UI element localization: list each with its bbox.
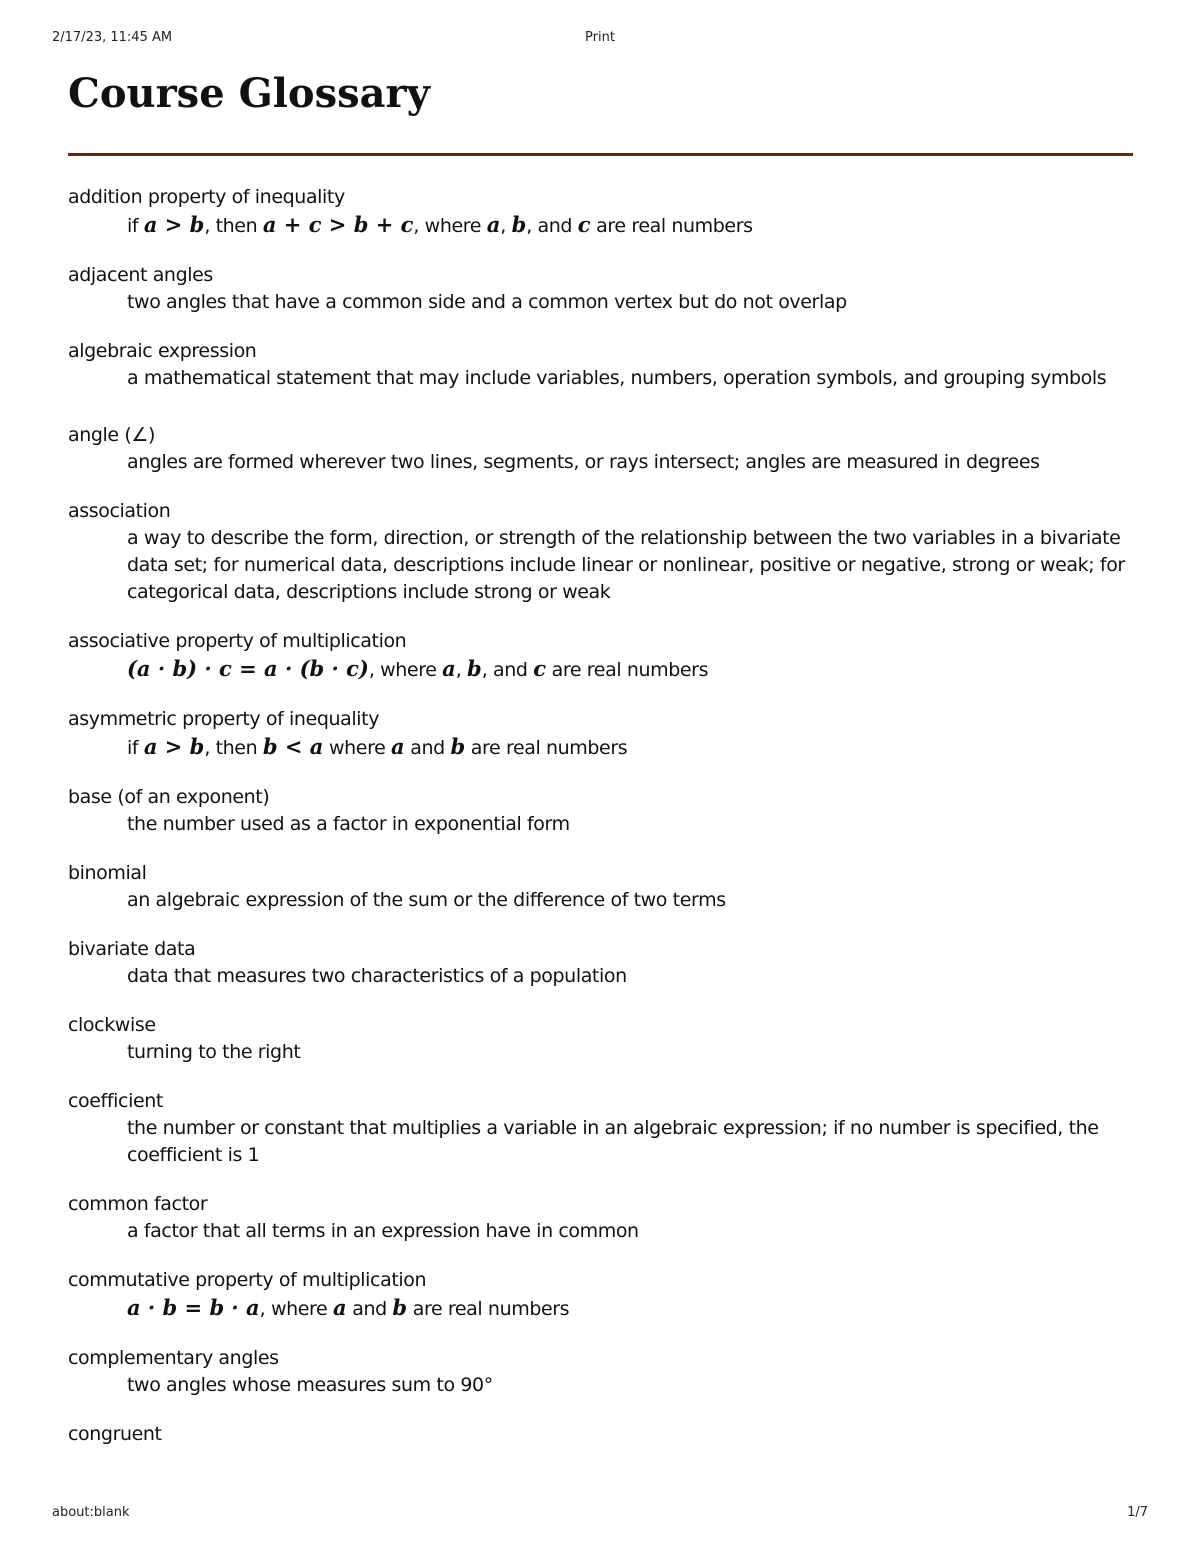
- glossary-entry: [68, 1191, 1138, 1245]
- math-variable: a: [332, 1295, 347, 1320]
- glossary-definition: the number used as a factor in exponential form: [127, 813, 570, 835]
- definition-text: if: [127, 215, 144, 237]
- glossary-entry: [68, 498, 1138, 606]
- math-variable: b: [392, 1295, 408, 1320]
- glossary-entry: [68, 860, 1138, 914]
- definition-text: , then: [204, 215, 263, 237]
- page-number: 1/7: [1127, 1505, 1148, 1520]
- glossary-entry: [68, 628, 1138, 684]
- glossary-term: associative property of multiplication: [68, 630, 407, 652]
- math-variable: c: [533, 656, 546, 681]
- glossary-definition: two angles that have a common side and a common vertex but do not overlap: [127, 291, 847, 313]
- glossary-term: association: [68, 500, 171, 522]
- definition-text: and: [346, 1298, 393, 1320]
- glossary-entry: [68, 1088, 1138, 1169]
- math-variable: a: [486, 212, 501, 237]
- definition-text: are real numbers: [590, 215, 753, 237]
- glossary-definition: turning to the right: [127, 1041, 301, 1063]
- definition-text: where: [323, 737, 392, 759]
- definition-text: are real numbers: [545, 659, 709, 681]
- glossary-list: [68, 184, 1138, 1470]
- glossary-entry: [68, 1421, 1138, 1448]
- glossary-definition: a mathematical statement that may include variables, numbers, operation symbols, and grouping symbols: [127, 367, 1107, 389]
- glossary-definition: [127, 1294, 1138, 1323]
- glossary-term: congruent: [68, 1423, 162, 1445]
- glossary-entry: [68, 262, 1138, 316]
- math-variable: b: [467, 656, 482, 681]
- page-title: Course Glossary: [68, 70, 430, 117]
- math-variable: b: [511, 212, 527, 237]
- glossary-definition: a factor that all terms in an expression have in common: [127, 1220, 639, 1242]
- glossary-definition: two angles whose measures sum to 90°: [127, 1374, 493, 1396]
- glossary-term: complementary angles: [68, 1347, 279, 1369]
- definition-text: if: [127, 737, 144, 759]
- glossary-term: addition property of inequality: [68, 186, 345, 208]
- definition-text: ,: [500, 215, 512, 237]
- glossary-term: commutative property of multiplication: [68, 1269, 427, 1291]
- print-datetime: 2/17/23, 11:45 AM: [52, 30, 173, 45]
- glossary-term: adjacent angles: [68, 264, 213, 286]
- math-expression: (a · b) · c = a · (b · c): [127, 656, 369, 681]
- glossary-term: bivariate data: [68, 938, 196, 960]
- glossary-definition: data that measures two characteristics of a population: [127, 965, 627, 987]
- glossary-term: binomial: [68, 862, 147, 884]
- glossary-entry: [68, 936, 1138, 990]
- math-expression: a > b: [143, 212, 205, 237]
- glossary-definition: the number or constant that multiplies a variable in an algebraic expression; if no number is specified, the coefficient is 1: [127, 1117, 1099, 1166]
- page-url: about:blank: [52, 1505, 130, 1520]
- definition-text: , where: [368, 659, 443, 681]
- glossary-definition: [127, 655, 1138, 684]
- glossary-entry: [68, 184, 1138, 240]
- glossary-entry: [68, 1012, 1138, 1066]
- glossary-term: algebraic expression: [68, 340, 257, 362]
- definition-text: , and: [526, 215, 578, 237]
- glossary-term: asymmetric property of inequality: [68, 708, 380, 730]
- math-variable: c: [577, 212, 591, 237]
- definition-text: are real numbers: [465, 737, 628, 759]
- glossary-entry: [68, 1267, 1138, 1323]
- math-variable: b: [450, 734, 466, 759]
- glossary-definition: an algebraic expression of the sum or the difference of two terms: [127, 889, 726, 911]
- math-expression: b < a: [262, 734, 324, 759]
- definition-text: , where: [413, 215, 487, 237]
- math-expression: a + c > b + c: [262, 212, 414, 237]
- math-expression: a · b = b · a: [127, 1295, 260, 1320]
- glossary-definition: [127, 733, 1138, 762]
- glossary-entry: [68, 784, 1138, 838]
- glossary-definition: [127, 211, 1138, 240]
- title-divider: [68, 153, 1133, 156]
- glossary-definition: angles are formed wherever two lines, segments, or rays intersect; angles are measured in degrees: [127, 451, 1040, 473]
- definition-text: are real numbers: [407, 1298, 570, 1320]
- math-variable: a: [442, 656, 456, 681]
- definition-text: , where: [259, 1298, 333, 1320]
- glossary-term: common factor: [68, 1193, 208, 1215]
- glossary-term: angle (∠): [68, 424, 156, 446]
- glossary-entry: [68, 706, 1138, 762]
- glossary-term: base (of an exponent): [68, 786, 270, 808]
- math-variable: a: [391, 734, 405, 759]
- definition-text: and: [404, 737, 451, 759]
- definition-text: ,: [455, 659, 468, 681]
- glossary-entry: [68, 422, 1138, 476]
- print-label: Print: [585, 30, 615, 45]
- glossary-entry: [68, 338, 1138, 392]
- glossary-definition: a way to describe the form, direction, or strength of the relationship between the two variables in a bivariate data set; for numerical data, descriptions include linear or nonlinear, positive or negative, strong or weak; for categorical data, descriptions include strong or weak: [127, 527, 1125, 603]
- definition-text: , then: [204, 737, 263, 759]
- glossary-term: clockwise: [68, 1014, 156, 1036]
- definition-text: , and: [481, 659, 534, 681]
- glossary-term: coefficient: [68, 1090, 163, 1112]
- glossary-entry: [68, 1345, 1138, 1399]
- math-expression: a > b: [143, 734, 205, 759]
